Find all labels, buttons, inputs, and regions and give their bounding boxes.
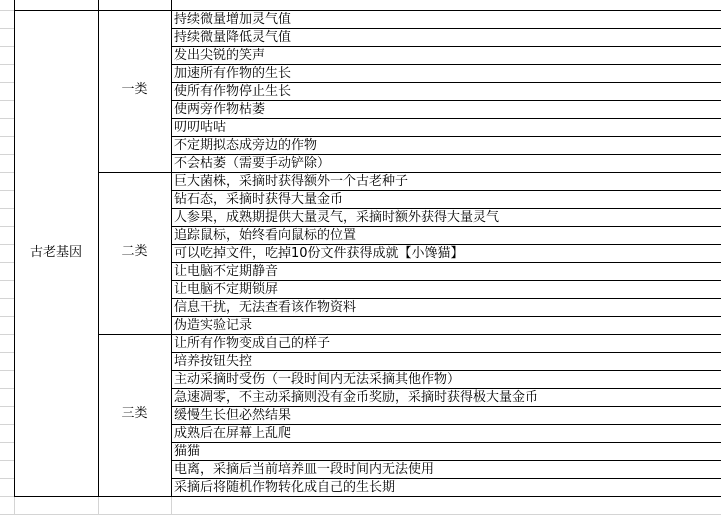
- trait-cell[interactable]: 采摘后将随机作物转化成自己的生长期: [174, 480, 396, 495]
- trait-cell[interactable]: 让所有作物变成自己的样子: [174, 336, 331, 351]
- gridline: [0, 280, 14, 281]
- gridline: [0, 46, 14, 47]
- gridline: [0, 478, 14, 479]
- gridline: [0, 172, 14, 173]
- trait-cell[interactable]: 不定期拟态成旁边的作物: [174, 138, 318, 153]
- gridline: [0, 244, 14, 245]
- trait-cell[interactable]: 持续微量增加灵气值: [174, 12, 292, 27]
- trait-cell[interactable]: 主动采摘时受伤（一段时间内无法采摘其他作物）: [174, 372, 461, 387]
- gridline: [0, 424, 14, 425]
- gridline: [0, 118, 14, 119]
- gridline: [0, 370, 14, 371]
- category-label[interactable]: 一类: [121, 82, 148, 97]
- trait-cell[interactable]: 让电脑不定期锁屏: [174, 282, 279, 297]
- gridline: [0, 28, 14, 29]
- trait-cell[interactable]: 可以吃掉文件，吃掉10份文件获得成就【小馋猫】: [174, 246, 464, 261]
- gridline: [0, 64, 14, 65]
- trait-cell[interactable]: 人参果，成熟期提供大量灵气，采摘时额外获得大量灵气: [174, 210, 500, 225]
- trait-cell[interactable]: 急速凋零，不主动采摘则没有金币奖励，采摘时获得极大量金币: [174, 390, 539, 405]
- trait-cell[interactable]: 巨大菌株，采摘时获得额外一个古老种子: [174, 174, 409, 189]
- trait-cell[interactable]: 使所有作物停止生长: [174, 84, 292, 99]
- trait-cell[interactable]: 持续微量降低灵气值: [174, 30, 292, 45]
- gridline: [0, 460, 14, 461]
- gridline: [0, 100, 14, 101]
- trait-cell[interactable]: 伪造实验记录: [174, 318, 253, 333]
- gridline: [0, 190, 14, 191]
- category-label[interactable]: 三类: [121, 406, 148, 421]
- trait-cell[interactable]: 培养按钮失控: [174, 354, 253, 369]
- gridline: [0, 10, 14, 11]
- trait-cell[interactable]: 成熟后在屏幕上乱爬: [174, 426, 292, 441]
- trait-cell[interactable]: 发出尖锐的笑声: [174, 48, 266, 63]
- gridline: [0, 262, 14, 263]
- gridline: [0, 388, 14, 389]
- trait-cell[interactable]: 信息干扰，无法查看该作物资料: [174, 300, 357, 315]
- gridline: [0, 298, 14, 299]
- trait-cell[interactable]: 钻石态，采摘时获得大量金币: [174, 192, 344, 207]
- gridline: [0, 316, 14, 317]
- trait-cell[interactable]: 猫猫: [174, 444, 201, 459]
- gridline: [0, 406, 14, 407]
- gridline: [0, 208, 14, 209]
- trait-cell[interactable]: 追踪鼠标，始终看向鼠标的位置: [174, 228, 357, 243]
- trait-cell[interactable]: 加速所有作物的生长: [174, 66, 292, 81]
- gridline: [0, 154, 14, 155]
- gene-label[interactable]: 古老基因: [29, 245, 82, 260]
- trait-cell[interactable]: 使两旁作物枯萎: [174, 102, 266, 117]
- trait-cell[interactable]: 电离，采摘后当前培养皿一段时间内无法使用: [174, 462, 435, 477]
- gridline: [0, 82, 14, 83]
- category-label[interactable]: 二类: [121, 244, 148, 259]
- gridline: [0, 442, 14, 443]
- gridline: [0, 334, 14, 335]
- gridline: [0, 136, 14, 137]
- gridline: [0, 226, 14, 227]
- trait-cell[interactable]: 叨叨咕咕: [174, 120, 227, 135]
- gridline: [0, 352, 14, 353]
- trait-cell[interactable]: 让电脑不定期静音: [174, 264, 279, 279]
- trait-cell[interactable]: 不会枯萎（需要手动铲除）: [174, 156, 331, 171]
- gridline: [0, 496, 14, 497]
- trait-cell[interactable]: 缓慢生长但必然结果: [174, 408, 292, 423]
